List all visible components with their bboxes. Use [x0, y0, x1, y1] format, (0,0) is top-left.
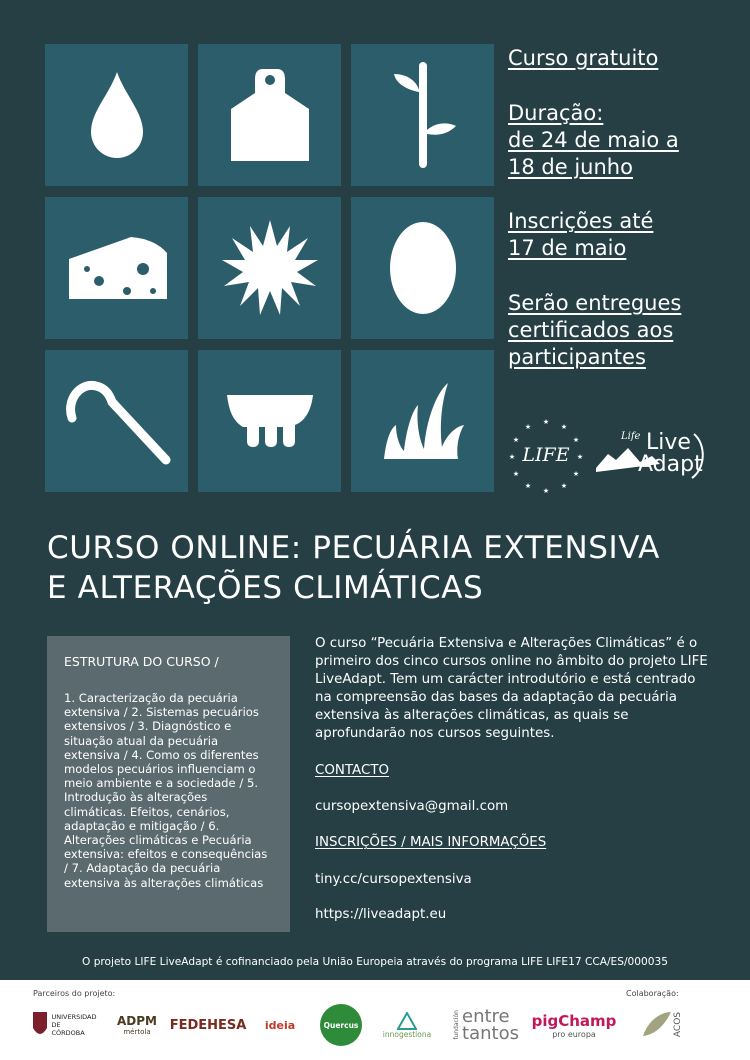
liveadapt-life: Life [621, 431, 641, 442]
cheese-icon [65, 233, 169, 303]
quercus-text: Quercus [323, 1020, 359, 1030]
svg-text:★: ★ [572, 470, 580, 478]
duration-line-1: de 24 de maio a [508, 128, 679, 152]
tile-plant [351, 44, 494, 186]
ideia-text: ideia [264, 1018, 296, 1032]
course-structure-box [47, 636, 290, 932]
info-heading: INSCRIÇÕES / MAIS INFORMAÇÕES [315, 835, 547, 850]
logo-innogestiona [376, 1002, 438, 1048]
shepherd-crook-icon [62, 376, 172, 466]
drop-icon [87, 70, 147, 160]
certificates-line-2: certificados aos [508, 318, 674, 342]
svg-text:★: ★ [542, 418, 550, 426]
structure-body: 1. Caracterização da pecuária extensiva / 2. Sistemas pecuários extensivos / 3. Diagnóstico e situação atual da pecuária extensiva / 4. Como os diferentes modelos pecuários influenciam o meio ambiente e a sociedade / 5. Introdução às alterações climáticas. Efeitos, cenários, adaptação e mitigação / 6. Alterações climáticas e Pecuária extensiva: efeitos e consequências / 7. Adaptação da pecuária extensiva às alterações climáticas [64, 691, 268, 890]
duration-line-2: 18 de junho [508, 155, 633, 179]
svg-text:★: ★ [512, 470, 520, 478]
logo-acos [626, 1002, 696, 1048]
sun-icon [220, 218, 320, 318]
uco-text: UNIVERSIDAD DE CÓRDOBA [51, 1013, 97, 1037]
svg-text:★: ★ [560, 423, 568, 431]
tile-crook [45, 350, 188, 492]
partners-footer [0, 980, 750, 1060]
pigchamp-sub: pro europa [552, 1029, 596, 1039]
tile-ear-tag [198, 44, 341, 186]
contact-email[interactable]: cursopextensiva@gmail.com [315, 799, 509, 814]
title-line-1: CURSO ONLINE: PECUÁRIA EXTENSIVA [47, 530, 660, 566]
svg-text:★: ★ [512, 436, 520, 444]
logo-quercus [318, 1002, 364, 1048]
adpm-text: ADPM [117, 1014, 157, 1028]
pigchamp-text: pigChamp [531, 1011, 617, 1030]
feeder-icon [225, 391, 315, 451]
svg-text:★: ★ [524, 423, 532, 431]
registration-line-1: Inscrições até [508, 209, 654, 233]
svg-text:★: ★ [576, 453, 584, 461]
svg-text:★: ★ [508, 453, 516, 461]
certificates-line-3: participantes [508, 345, 646, 369]
registration-line-2: 17 de maio [508, 236, 627, 260]
liveadapt-logo [594, 428, 706, 484]
duration-label: Duração: [508, 101, 604, 125]
collaboration-label: Colaboração: [626, 989, 679, 998]
title-line-2: E ALTERAÇÕES CLIMÁTICAS [47, 570, 484, 606]
cofinance-note: O projeto LIFE LiveAdapt é cofinanciado pela União Europeia através do programa LIFE LIFE17 CCA/ES/000035 [81, 956, 668, 968]
life-logo [508, 418, 584, 494]
logo-adpm [112, 1002, 162, 1048]
entretantos-text-1: entre [462, 1006, 510, 1027]
partners-label: Parceiros do projeto: [33, 989, 116, 998]
course-description: O curso “Pecuária Extensiva e Alterações Climáticas” é o primeiro dos cinco cursos online no âmbito do projeto LIFE LiveAdapt. Tem um carácter introdutório e está centrado na compreensão das bases da adaptação da pecuária extensiva às alterações climáticas, as quais se aprofundarão nos cursos seguintes. [315, 636, 708, 741]
tile-egg [351, 197, 494, 339]
liveadapt-adapt: Adapt [638, 452, 703, 477]
svg-text:★: ★ [542, 487, 550, 494]
website-link[interactable]: https://liveadapt.eu [315, 907, 447, 922]
grass-icon [380, 381, 466, 461]
contact-heading: CONTACTO [315, 763, 390, 778]
ear-tag-icon [225, 65, 315, 165]
entretantos-text-2: tantos [462, 1023, 519, 1044]
tile-feeder [198, 350, 341, 492]
registration-link[interactable]: tiny.cc/cursopextensiva [315, 872, 472, 887]
tile-grass [351, 350, 494, 492]
svg-text:★: ★ [572, 436, 580, 444]
tile-sun [198, 197, 341, 339]
logo-uco [30, 1002, 97, 1048]
free-course: Curso gratuito [508, 46, 659, 70]
life-logo-text: LIFE [522, 444, 570, 466]
tile-cheese [45, 197, 188, 339]
certificates-line-1: Serão entregues [508, 291, 682, 315]
acos-text: ACOS [673, 1012, 683, 1038]
plant-icon [388, 60, 458, 170]
logo-entretantos [448, 1002, 524, 1048]
egg-icon [388, 220, 458, 316]
fedehesa-text: FEDEHESA [169, 1017, 247, 1033]
adpm-sub: mértola [123, 1028, 151, 1036]
tile-drop [45, 44, 188, 186]
svg-text:★: ★ [560, 482, 568, 490]
svg-text:★: ★ [524, 482, 532, 490]
logo-pigchamp [531, 1002, 617, 1048]
liveadapt-live: Live [646, 430, 691, 455]
fundacion-text: fundación [453, 1010, 461, 1040]
logo-ideia [254, 1002, 306, 1048]
innogestiona-text: innogestiona [382, 1029, 432, 1039]
page-title [47, 528, 727, 608]
logo-fedehesa [169, 1002, 247, 1048]
structure-title: ESTRUTURA DO CURSO / [64, 654, 219, 669]
